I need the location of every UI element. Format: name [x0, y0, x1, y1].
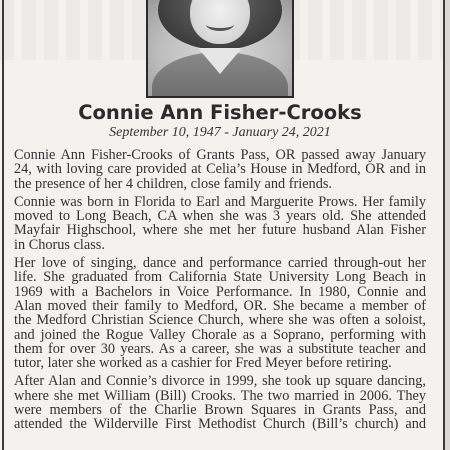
portrait-smile [206, 18, 234, 31]
text-line: 1969 with a Bachelors in Voice Performance. In 1980, Connie and [14, 283, 426, 300]
text-line: where she met William (Bill) Crooks. The two married in 2006. They [14, 387, 426, 404]
text-line: in Chorus class. [14, 236, 105, 253]
text-line: life. She graduated from California State University Long Beach in [14, 269, 426, 286]
text-line: and joined the Rogue Valley Chorale as a Soprano, performing with [14, 326, 426, 343]
text-line: them for over 30 years. As a career, she was a substitute teacher and [14, 340, 426, 357]
portrait-photo [146, 0, 294, 98]
text-line: Her love of singing, dance and performance carried through-out her [14, 255, 426, 272]
text-line: After Alan and Connie’s divorce in 1999, she took up square dancing, [14, 373, 426, 390]
text-line: were members of the Charlie Brown Squares in Grants Pass, and [14, 402, 426, 419]
text-line: Alan moved their family to Medford, OR. She became a member of [14, 297, 426, 314]
text-line: 24, with loving care provided at Celia’s House in Medford, OR and in [14, 161, 426, 178]
text-line: the presence of her 4 children, close family and friends. [14, 175, 332, 192]
paragraph-4 [14, 374, 426, 431]
left-border-rule [2, 0, 4, 450]
paragraph-3 [14, 256, 426, 370]
paragraph-2 [14, 195, 426, 252]
text-line: moved to Long Beach, CA when she was 3 years old. She attended [14, 208, 426, 225]
obituary-body [14, 148, 426, 436]
life-dates: September 10, 1947 - January 24, 2021 [109, 125, 331, 140]
text-line: Connie Ann Fisher-Crooks of Grants Pass, OR passed away January [14, 147, 426, 163]
deceased-name: Connie Ann Fisher-Crooks [78, 101, 362, 124]
text-line: tutor, later she worked as a cashier for Fred Meyer before retiring. [14, 355, 392, 372]
text-line: the Medford Christian Science Church, where she was often a soloist, [14, 312, 426, 329]
paragraph-1 [14, 148, 426, 191]
text-line: Connie was born in Florida to Earl and Marguerite Prows. Her family [14, 193, 426, 210]
text-line: Mayfair Highschool, where she met her future husband Alan Fisher [14, 222, 426, 239]
text-line: attended the Wilderville First Methodist Church (Bill’s church) and [14, 416, 426, 433]
page-edge [445, 0, 450, 450]
